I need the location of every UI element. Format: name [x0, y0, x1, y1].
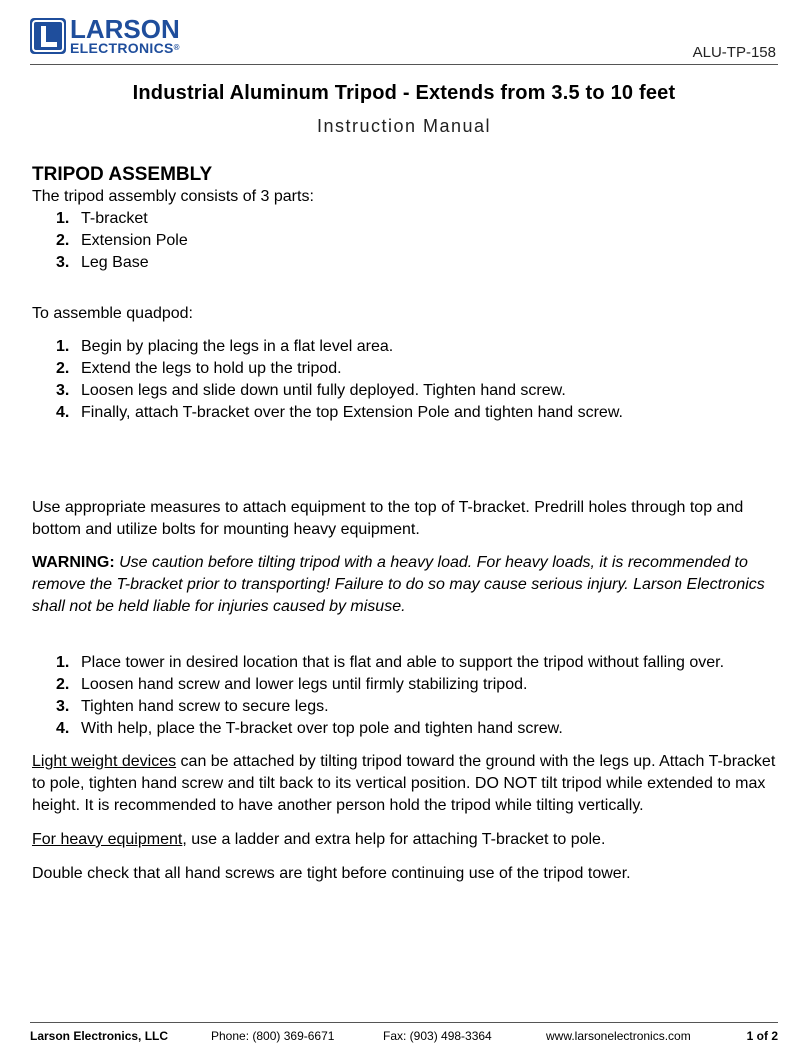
list-item: 3. Loosen legs and slide down until fully deployed. Tighten hand screw.: [56, 382, 566, 399]
list-item: 4. Finally, attach T-bracket over the top Extension Pole and tighten hand screw.: [56, 404, 623, 421]
parts-list: [32, 208, 778, 274]
logo-mark-icon: [30, 18, 66, 54]
footer-page-number: 1 of 2: [746, 1029, 778, 1043]
footer-divider: [30, 1022, 778, 1023]
warning-label: WARNING:: [32, 554, 115, 571]
list-item: 2. Loosen hand screw and lower legs until firmly stabilizing tripod.: [56, 676, 528, 693]
document-subtitle: Instruction Manual: [316, 116, 492, 136]
list-item: 1. Place tower in desired location that is flat and able to support the tripod without falling over.: [56, 654, 725, 671]
light-weight-paragraph: Light weight devices can be attached by tilting tripod toward the ground with the legs up. Attach T-bracket to pole, tighten hand screw and tilt back to its vertical position. DO NOT tilt tripod while extended to max height. It is recommended to have another person hold the tripod while tilting vertically.: [32, 753, 776, 814]
mounting-paragraph: Use appropriate measures to attach equipment to the top of T-bracket. Predrill holes through top and bottom and utilize bolts for mounting heavy equipment.: [32, 499, 744, 538]
heavy-equipment-paragraph: For heavy equipment, use a ladder and extra help for attaching T-bracket to pole.: [32, 831, 606, 848]
assembly-steps-intro: To assemble quadpod:: [32, 305, 193, 322]
light-weight-label: Light weight devices: [32, 753, 177, 770]
document-number: ALU-TP-158: [692, 44, 776, 61]
list-item: 3. Leg Base: [56, 254, 149, 271]
list-item: 1. T-bracket: [56, 210, 148, 227]
list-item: 2. Extension Pole: [56, 232, 188, 249]
setup-steps-list: [32, 652, 778, 740]
larson-logo: [30, 16, 210, 56]
header-divider: [30, 64, 778, 65]
section-heading: TRIPOD ASSEMBLY: [32, 164, 213, 185]
list-item: 3. Tighten hand screw to secure legs.: [56, 698, 329, 715]
document-body: [32, 164, 778, 885]
list-item: 2. Extend the legs to hold up the tripod.: [56, 360, 342, 377]
logo-text-top: LARSON: [70, 14, 180, 44]
document-title: Industrial Aluminum Tripod - Extends from 3.5 to 10 feet: [132, 82, 676, 104]
warning-text: Use caution before tilting tripod with a heavy load. For heavy loads, it is recommended to remove the T-bracket prior to transporting! Failure to do so may cause serious injury. Larson Electronics shall not be held liable for injuries caused by misuse.: [32, 554, 765, 615]
list-item: 4. With help, place the T-bracket over top pole and tighten hand screw.: [56, 720, 563, 737]
list-item: 1. Begin by placing the legs in a flat level area.: [56, 338, 394, 355]
footer-website: www.larsonelectronics.com: [546, 1029, 691, 1043]
footer-fax: Fax: (903) 498-3364: [383, 1029, 492, 1043]
logo-text-bottom: ELECTRONICS®: [70, 40, 180, 56]
final-note: Double check that all hand screws are tight before continuing use of the tripod tower.: [32, 865, 631, 882]
footer-phone: Phone: (800) 369-6671: [211, 1029, 335, 1043]
footer-company: Larson Electronics, LLC: [30, 1029, 169, 1043]
parts-intro: The tripod assembly consists of 3 parts:: [32, 188, 314, 205]
assembly-steps-list: [32, 336, 632, 424]
warning-paragraph: [32, 552, 778, 618]
heavy-equipment-label: For heavy equipment: [32, 831, 183, 848]
